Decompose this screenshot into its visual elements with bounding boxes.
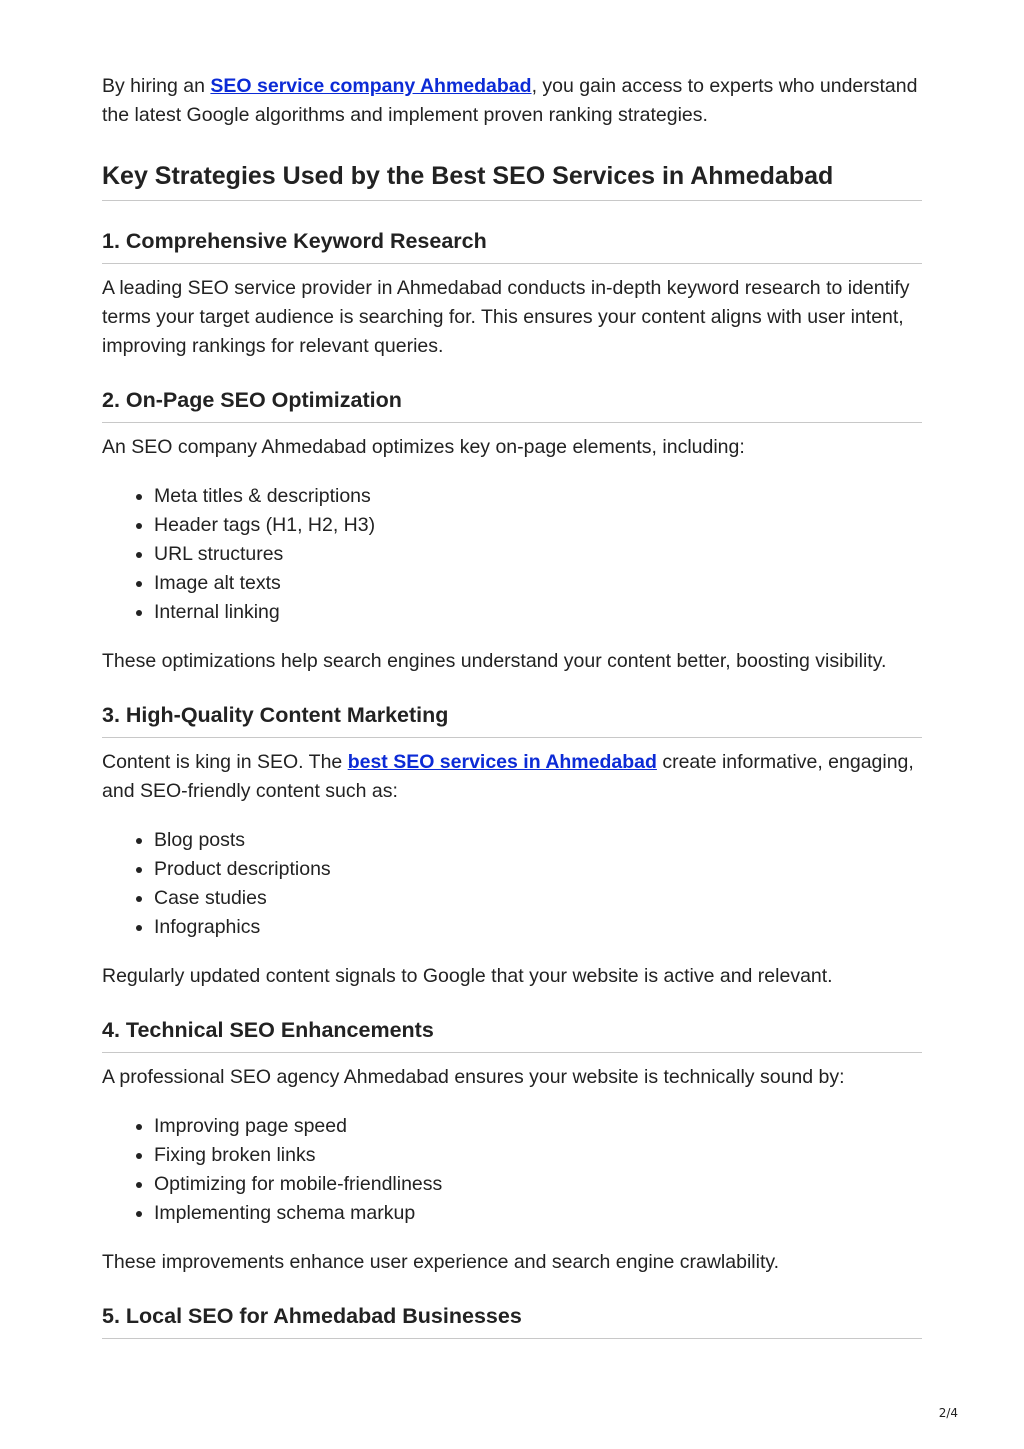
section-2-closing: These optimizations help search engines understand your content better, boosting visibility. bbox=[102, 650, 887, 672]
list-item: Header tags (H1, H2, H3) bbox=[154, 511, 922, 540]
section-3-paragraph: Content is king in SEO. The best SEO services in Ahmedabad create informative, engaging, and SEO-friendly content such as: bbox=[102, 751, 914, 802]
best-seo-services-link[interactable]: best SEO services in Ahmedabad bbox=[347, 751, 657, 773]
list-item: Case studies bbox=[154, 884, 922, 913]
list-item: URL structures bbox=[154, 540, 922, 569]
section-2-paragraph: An SEO company Ahmedabad optimizes key on-page elements, including: bbox=[102, 436, 745, 458]
main-heading: Key Strategies Used by the Best SEO Services in Ahmedabad bbox=[102, 160, 922, 201]
document-page bbox=[102, 72, 922, 1339]
list-item: Infographics bbox=[154, 913, 922, 942]
section-4-list bbox=[102, 1112, 922, 1228]
section-3-list bbox=[102, 826, 922, 942]
intro-paragraph: By hiring an SEO service company Ahmedabad, you gain access to experts who understand the latest Google algorithms and implement proven ranking strategies. bbox=[102, 75, 918, 126]
section-4-paragraph: A professional SEO agency Ahmedabad ensures your website is technically sound by: bbox=[102, 1066, 845, 1088]
list-item: Improving page speed bbox=[154, 1112, 922, 1141]
section-5-heading: 5. Local SEO for Ahmedabad Businesses bbox=[102, 1302, 922, 1339]
list-item: Internal linking bbox=[154, 598, 922, 627]
list-item: Implementing schema markup bbox=[154, 1199, 922, 1228]
list-item: Optimizing for mobile-friendliness bbox=[154, 1170, 922, 1199]
list-item: Meta titles & descriptions bbox=[154, 482, 922, 511]
section-2-list bbox=[102, 482, 922, 627]
section-3-heading: 3. High-Quality Content Marketing bbox=[102, 701, 922, 738]
section-2-heading: 2. On-Page SEO Optimization bbox=[102, 386, 922, 423]
list-item: Fixing broken links bbox=[154, 1141, 922, 1170]
seo-service-company-link[interactable]: SEO service company Ahmedabad bbox=[210, 75, 532, 97]
list-item: Blog posts bbox=[154, 826, 922, 855]
page-number: 2/4 bbox=[938, 1406, 958, 1420]
section-4-closing: These improvements enhance user experience and search engine crawlability. bbox=[102, 1251, 780, 1273]
list-item: Image alt texts bbox=[154, 569, 922, 598]
section-3-closing: Regularly updated content signals to Google that your website is active and relevant. bbox=[102, 965, 833, 987]
section-4-heading: 4. Technical SEO Enhancements bbox=[102, 1016, 922, 1053]
list-item: Product descriptions bbox=[154, 855, 922, 884]
section-1-paragraph: A leading SEO service provider in Ahmedabad conducts in-depth keyword research to identify terms your target audience is searching for. This ensures your content aligns with user intent, improving rankings for relevant queries. bbox=[102, 277, 910, 357]
section-1-heading: 1. Comprehensive Keyword Research bbox=[102, 227, 922, 264]
